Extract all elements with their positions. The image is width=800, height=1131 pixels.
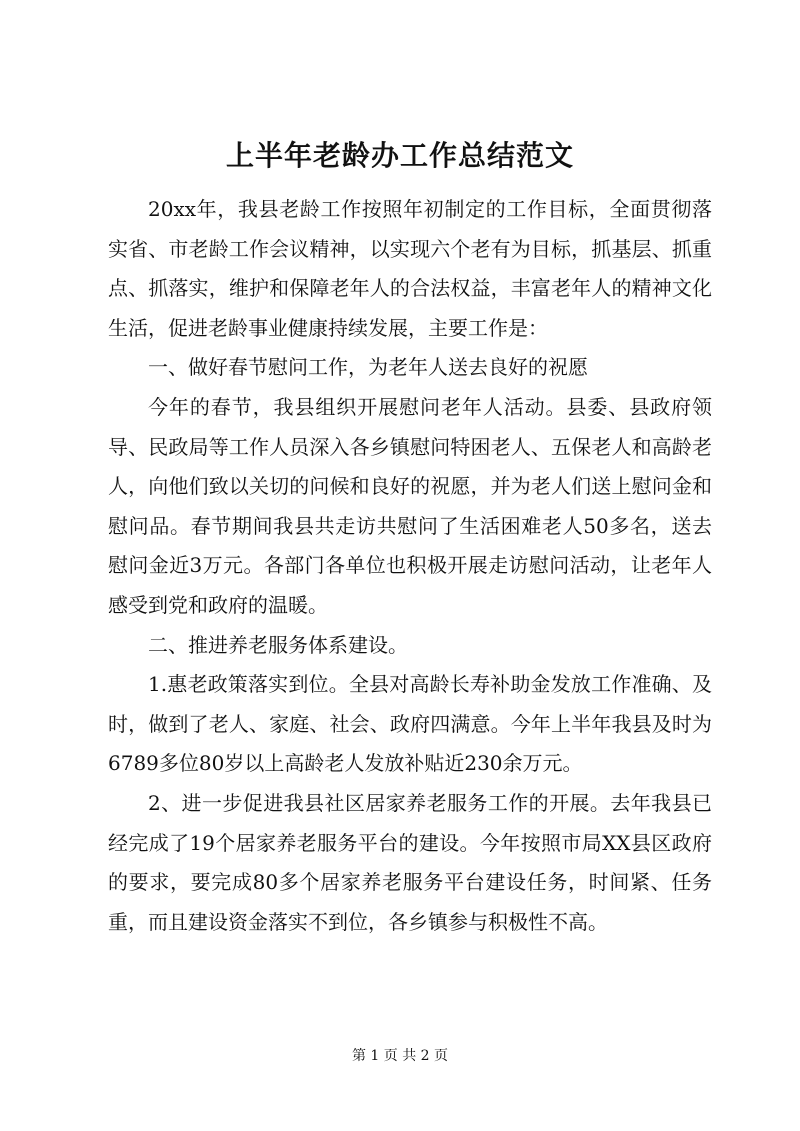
heading-section-2: 二、推进养老服务体系建设。 <box>148 632 408 657</box>
document-title: 上半年老龄办工作总结范文 <box>225 139 574 172</box>
paragraph-policy: 1.惠老政策落实到位。全县对高龄长寿补助金发放工作准确、及时，做到了老人、家庭、社会、政府四满意。今年上半年我县及时为6789多位80岁以上高龄老人发放补贴近230余万元。 <box>108 672 712 776</box>
document-body <box>108 190 712 942</box>
heading-section-1: 一、做好春节慰问工作，为老年人送去良好的祝愿 <box>148 355 588 380</box>
paragraph-community-care: 2、进一步促进我县社区居家养老服务工作的开展。去年我县已经完成了19个居家养老服务平台的建设。今年按照市局XX县区政府的要求，要完成80多个居家养老服务平台建设任务，时间紧、任务重，而且建设资金落实不到位，各乡镇参与积极性不高。 <box>108 790 712 934</box>
paragraph-intro: 20xx年，我县老龄工作按照年初制定的工作目标，全面贯彻落实省、市老龄工作会议精神，以实现六个老有为目标，抓基层、抓重点、抓落实，维护和保障老年人的合法权益，丰富老年人的精神文化生活，促进老龄事业健康持续发展，主要工作是： <box>108 197 712 340</box>
paragraph-spring-festival: 今年的春节，我县组织开展慰问老年人活动。县委、县政府领导、民政局等工作人员深入各乡镇慰问特困老人、五保老人和高龄老人，向他们致以关切的问候和良好的祝愿，并为老人们送上慰问金和慰问品。春节期间我县共走访共慰问了生活困难老人50多名，送去慰问金近3万元。各部门各单位也积极开展走访慰问活动，让老年人感受到党和政府的温暖。 <box>108 394 712 617</box>
page-footer: 第 1 页 共 2 页 <box>351 1048 449 1064</box>
